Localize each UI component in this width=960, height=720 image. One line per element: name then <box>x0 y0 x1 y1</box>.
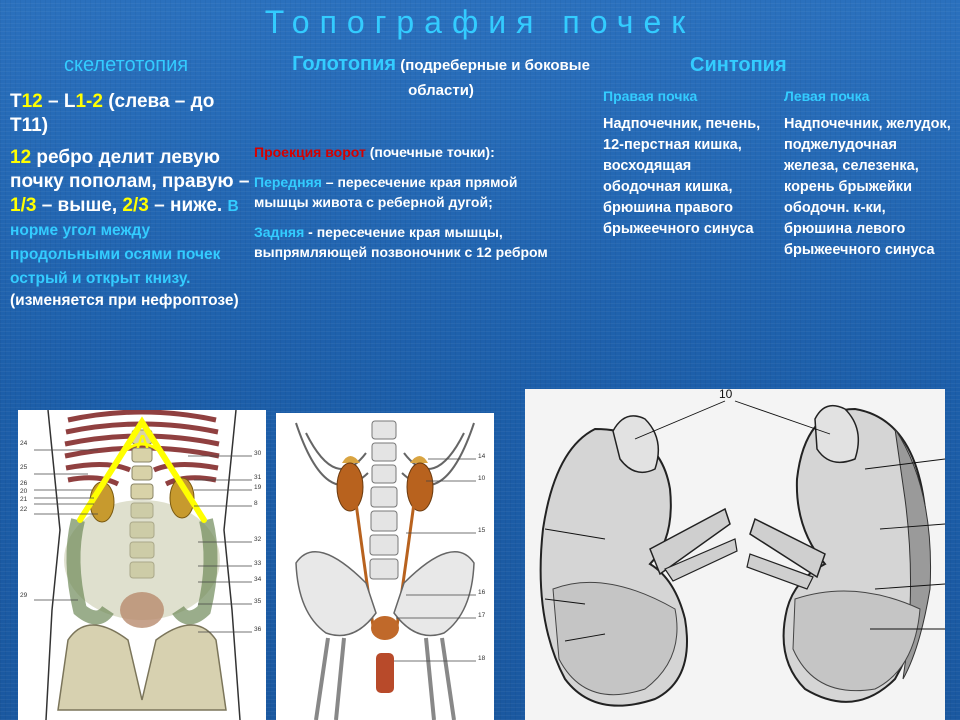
fig2-num: 10 <box>478 475 486 482</box>
kidneys-illustration <box>525 389 945 720</box>
fig1-num: 34 <box>254 576 262 583</box>
fig3-number: 10 <box>719 389 733 401</box>
right-kidney-title: Правая почка <box>603 88 698 104</box>
left-kidney-block <box>784 88 954 261</box>
right-kidney-list: Надпочечник, печень, 12-перстная кишка, восходящая ободочная кишка, брюшина правого брыжеечного синуса <box>603 116 761 237</box>
fig1-num: 32 <box>254 536 262 543</box>
holotopia-header-note: (подреберные и боковые области) <box>396 57 590 99</box>
fig1-num: 31 <box>254 474 262 481</box>
syntopia-header: Синтопия <box>690 54 787 76</box>
anterior-point <box>254 172 554 212</box>
rib-text-3: – ниже. <box>148 195 228 216</box>
fig1-num: 33 <box>254 560 262 567</box>
vertebral-level <box>10 90 250 138</box>
norm-angle-text: В норме угол между продольными осями почек острый и открыт книзу. <box>10 198 239 287</box>
fig2-num: 16 <box>478 589 486 596</box>
skeletotopia-block <box>10 90 250 311</box>
rib-division-text <box>10 146 250 290</box>
fig1-num: 36 <box>254 626 262 633</box>
rib-number: 12 <box>10 147 32 168</box>
rib-text-2: – выше, <box>36 195 123 216</box>
right-kidney-block <box>603 88 763 240</box>
skeleton-illustration <box>276 413 494 720</box>
t12-value: 12 <box>21 91 43 112</box>
nephroptosis-note: (изменяется при нефроптозе) <box>10 292 239 309</box>
left-kidney-title: Левая почка <box>784 88 870 104</box>
left-kidney-list: Надпочечник, желудок, поджелудочная железа, селезенка, корень брыжейки ободочн. к-ки, брюшина левого брыжеечного синуса <box>784 116 951 258</box>
fig1-num: 19 <box>254 484 262 491</box>
fig1-num: 8 <box>254 500 258 507</box>
posterior-text: - пересечение края мышцы, выпрямляющей позвоночник с 12 ребром <box>254 224 548 260</box>
posterior-label: Задняя <box>254 224 305 240</box>
posterior-point <box>254 222 554 262</box>
fig2-num: 14 <box>478 453 486 460</box>
torso-illustration <box>18 410 266 720</box>
t-prefix: Т <box>10 91 22 112</box>
fraction-two-thirds: 2/3 <box>122 195 149 216</box>
fig1-num: 35 <box>254 598 262 605</box>
holotopia-block <box>254 142 554 262</box>
fraction-one-third: 1/3 <box>10 195 37 216</box>
fig2-num: 18 <box>478 655 486 662</box>
l-prefix: – L <box>42 91 76 112</box>
fig2-num: 17 <box>478 612 486 619</box>
holotopia-header <box>286 52 596 103</box>
hilum-projection <box>254 142 554 162</box>
anterior-label: Передняя <box>254 174 322 190</box>
fig1-num: 30 <box>254 450 262 457</box>
holotopia-header-title: Голотопия <box>292 53 397 75</box>
anterior-text: – пересечение края прямой мышцы живота с реберной дугой; <box>254 174 518 210</box>
rib-text-1: ребро делит левую почку пополам, правую – <box>10 147 250 192</box>
angle-label: A <box>136 432 149 452</box>
projection-text: (почечные точки): <box>365 144 495 160</box>
skeletotopia-header: скелетотопия <box>64 54 189 76</box>
projection-label: Проекция ворот <box>254 144 366 160</box>
fig2-num: 15 <box>478 527 486 534</box>
left-note: (слева – до Т11) <box>10 91 215 136</box>
page-title: Топография почек <box>264 4 696 40</box>
l12-value: 1-2 <box>75 91 103 112</box>
